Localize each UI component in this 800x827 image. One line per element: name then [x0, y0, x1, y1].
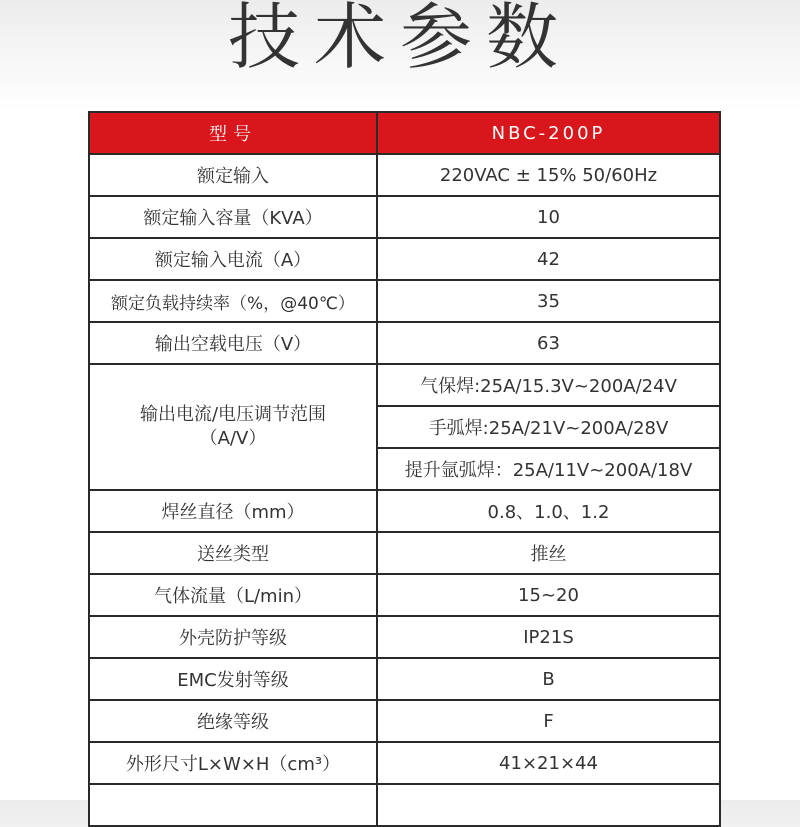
page-title: 技术参数	[227, 0, 572, 79]
row-label: EMC发射等级	[89, 658, 377, 700]
range-value: 气保焊:25A/15.3V~200A/24V	[377, 364, 720, 406]
row-value: IP21S	[377, 616, 720, 658]
row-label: 额定输入电流（A）	[89, 238, 377, 280]
table-row	[89, 280, 720, 322]
row-value: F	[377, 700, 720, 742]
row-label: 额定输入	[89, 154, 377, 196]
range-value: 手弧焊:25A/21V~200A/28V	[377, 406, 720, 448]
table-row	[89, 742, 720, 784]
table-row	[89, 322, 720, 364]
row-value: 220VAC ± 15% 50/60Hz	[377, 154, 720, 196]
table-row	[89, 364, 720, 406]
table-row-partial	[89, 784, 720, 826]
table-row	[89, 574, 720, 616]
range-label-line1: 输出电流/电压调节范围	[139, 404, 327, 425]
spec-table	[88, 111, 721, 827]
row-label: 气体流量（L/min）	[89, 574, 377, 616]
table-row	[89, 616, 720, 658]
row-value: 15~20	[377, 574, 720, 616]
table-row	[89, 196, 720, 238]
row-value: 推丝	[377, 532, 720, 574]
table-header-row	[89, 112, 720, 154]
row-value: 10	[377, 196, 720, 238]
row-label: 输出空载电压（V）	[89, 322, 377, 364]
table-row	[89, 238, 720, 280]
row-value: 35	[377, 280, 720, 322]
table-row	[89, 154, 720, 196]
row-label-partial	[89, 784, 377, 826]
row-label: 焊丝直径（mm）	[89, 490, 377, 532]
row-value: B	[377, 658, 720, 700]
row-value: 63	[377, 322, 720, 364]
row-label: 送丝类型	[89, 532, 377, 574]
table-row	[89, 700, 720, 742]
range-label	[89, 364, 377, 490]
row-value: 42	[377, 238, 720, 280]
row-value: 41×21×44	[377, 742, 720, 784]
range-value: 提升氩弧焊：25A/11V~200A/18V	[377, 448, 720, 490]
table-row	[89, 532, 720, 574]
header-label: 型号	[89, 112, 377, 154]
range-label-line2: （A/V）	[199, 428, 267, 449]
row-value-partial	[377, 784, 720, 826]
header-value: NBC-200P	[377, 112, 720, 154]
row-label: 额定输入容量（KVA）	[89, 196, 377, 238]
table-row	[89, 658, 720, 700]
row-label: 外壳防护等级	[89, 616, 377, 658]
row-value: 0.8、1.0、1.2	[377, 490, 720, 532]
table-row	[89, 490, 720, 532]
row-label: 绝缘等级	[89, 700, 377, 742]
row-label: 外形尺寸L×W×H（cm³）	[89, 742, 377, 784]
row-label: 额定负载持续率（%，@40℃）	[89, 280, 377, 322]
